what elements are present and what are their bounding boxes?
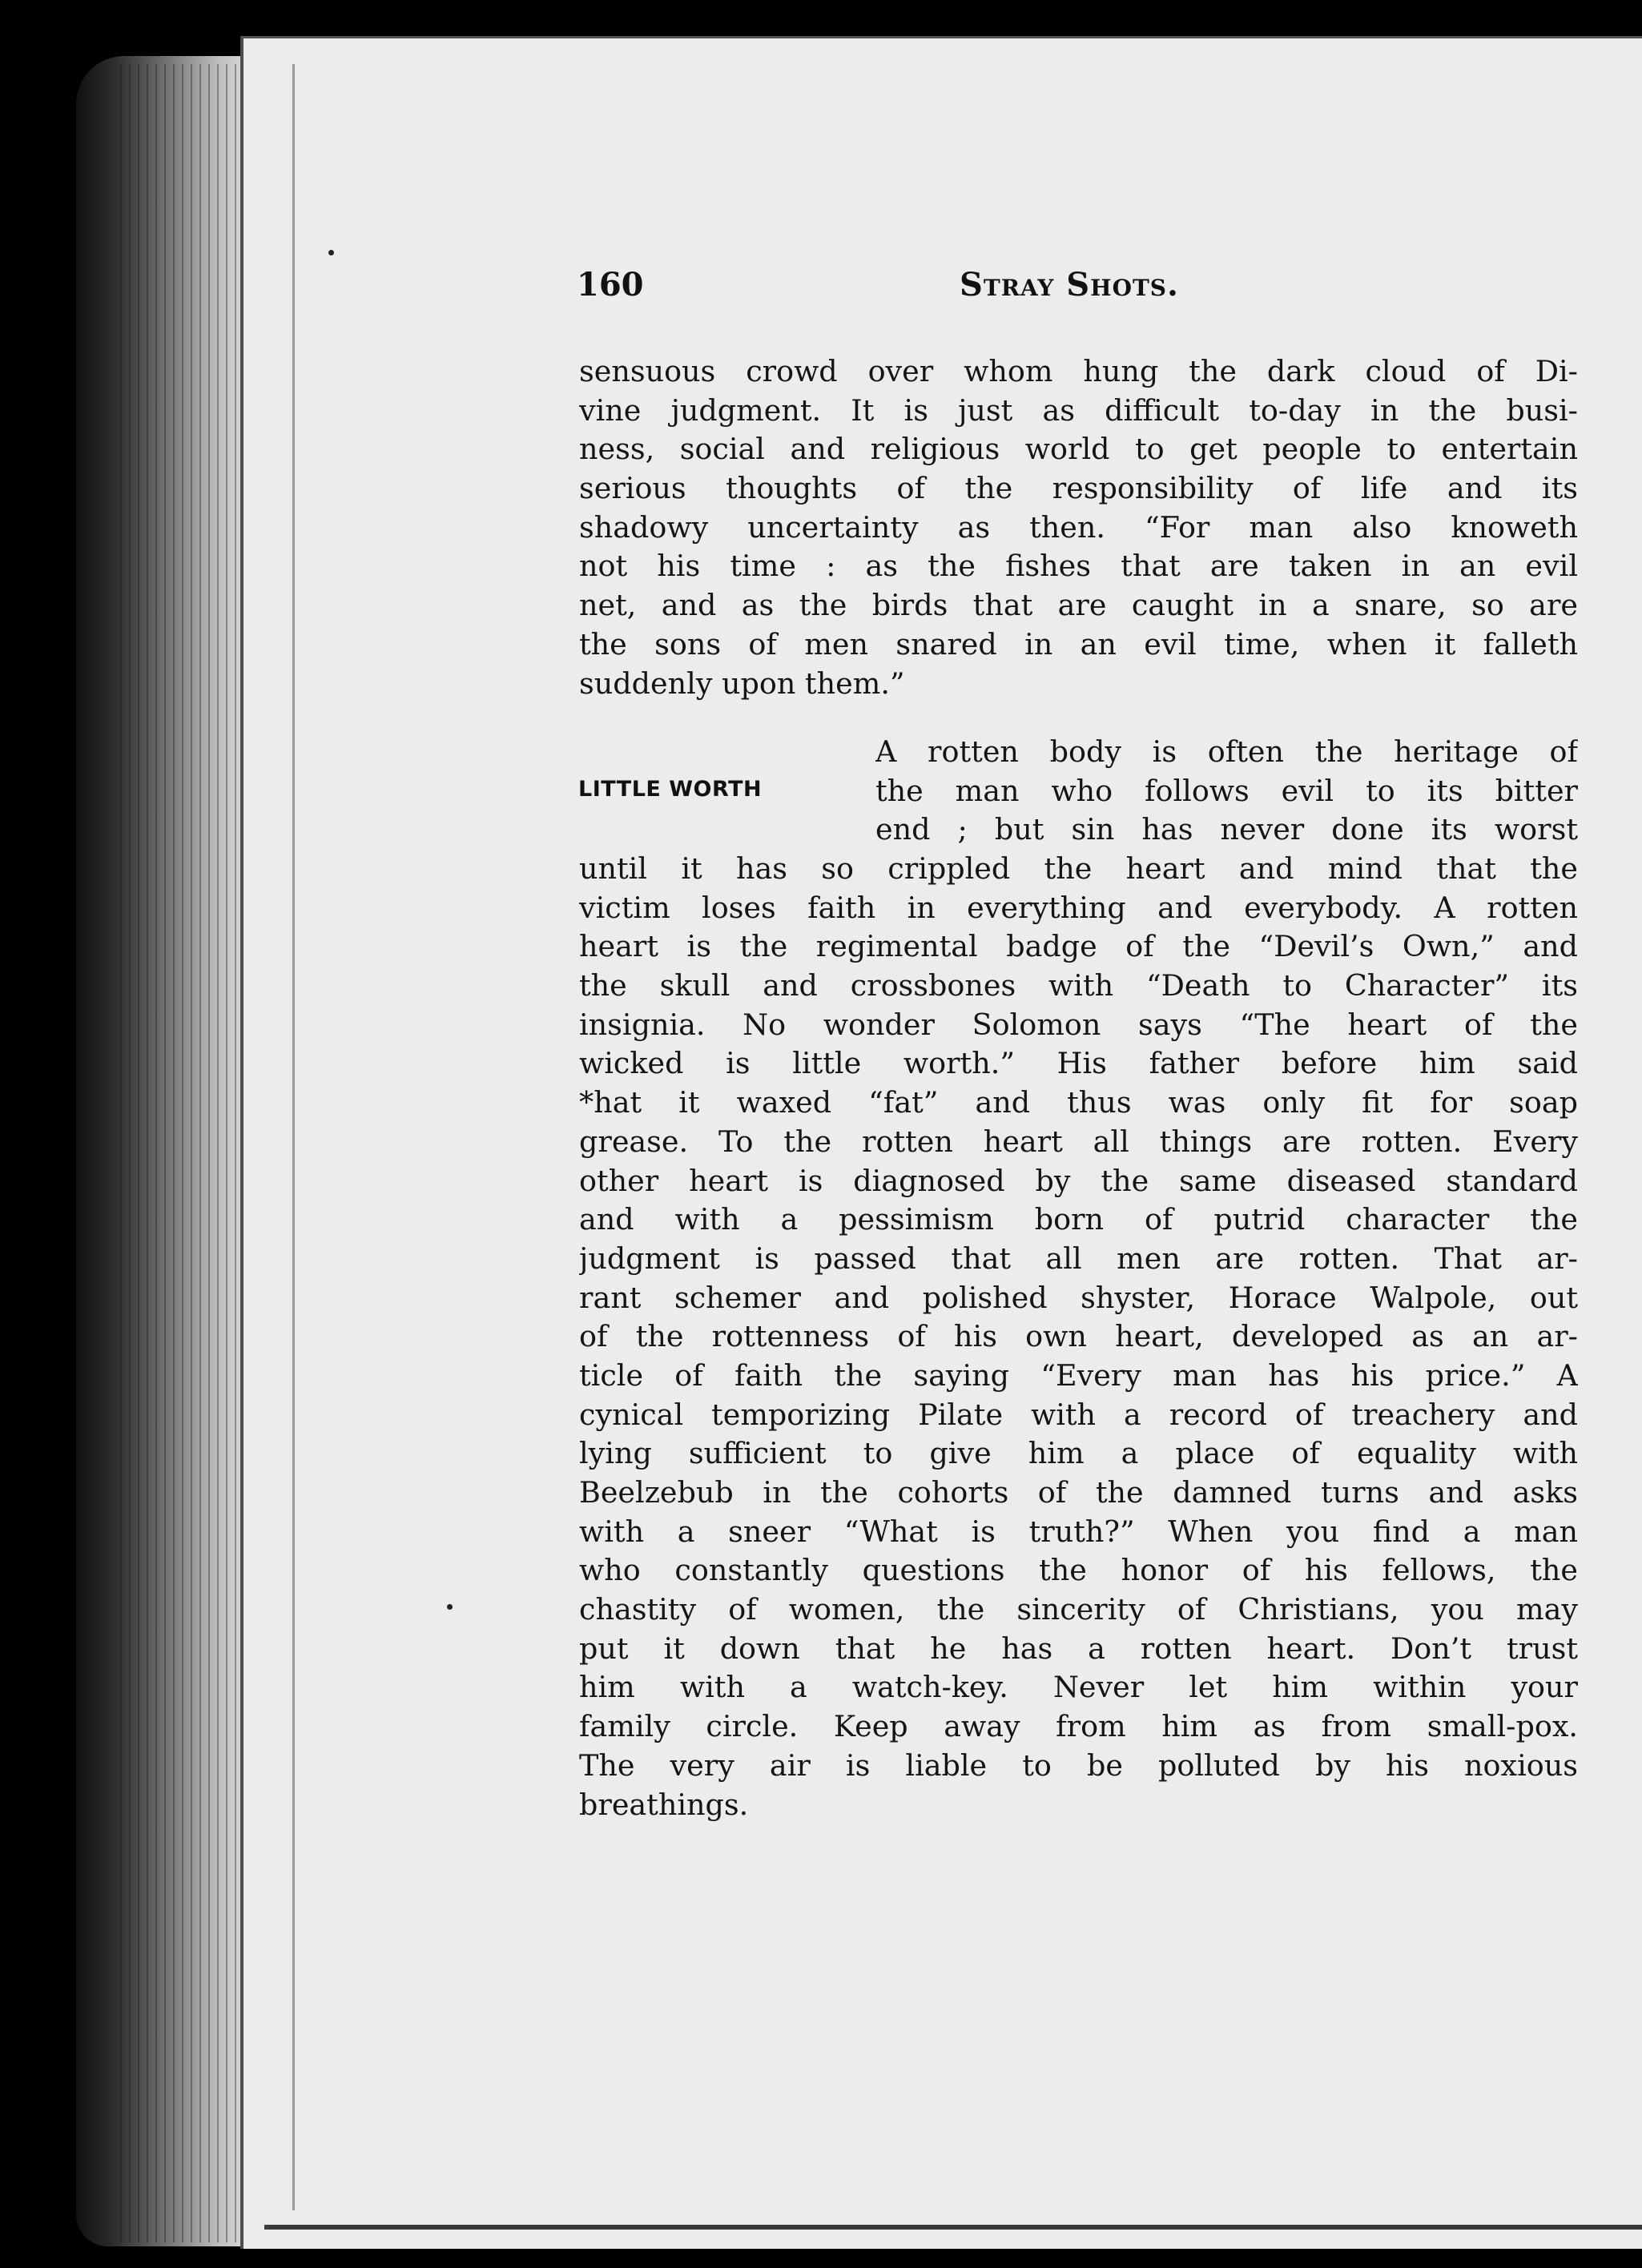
text-line: the skull and crossbones with “Death to Character” its: [579, 968, 1578, 1003]
bottom-edge: [264, 2225, 1642, 2230]
text-line: lying sufficient to give him a place of equality with: [579, 1436, 1578, 1471]
text-line: shadowy uncertainty as then. “For man also knoweth: [579, 509, 1578, 545]
text-line: chastity of women, the sincerity of Christians, you may: [579, 1592, 1578, 1627]
text-line: with a sneer “What is truth?” When you find a man: [579, 1514, 1578, 1549]
text-line: ticle of faith the saying “Every man has his price.” A: [579, 1357, 1578, 1393]
dust-speck: [328, 250, 334, 255]
dust-speck: [447, 1604, 453, 1610]
text-line: grease. To the rotten heart all things are rotten. Every: [579, 1124, 1578, 1159]
text-line: the sons of men snared in an evil time, when it falleth: [579, 626, 1578, 662]
text-line: *hat it waxed “fat” and thus was only fit for soap: [579, 1085, 1578, 1120]
text-line: net, and as the birds that are caught in a snare, so are: [579, 588, 1578, 623]
page-number: 160: [577, 266, 644, 304]
text-line: victim loses faith in everything and everybody. A rotten: [579, 890, 1578, 925]
text-line: serious thoughts of the responsibility of life and its: [579, 471, 1578, 506]
side-heading: LITTLE WORTH: [578, 777, 763, 802]
text-line: end ; but sin has never done its worst: [875, 812, 1578, 847]
text-line: sensuous crowd over whom hung the dark cloud of Di-: [579, 354, 1578, 388]
text-line: put it down that he has a rotten heart. Don’t trust: [579, 1631, 1578, 1666]
text-line: breathings.: [579, 1787, 749, 1822]
text-line: ness, social and religious world to get people to entertain: [579, 432, 1578, 467]
text-line: rant schemer and polished shyster, Horace Walpole, out: [579, 1280, 1578, 1315]
text-line: wicked is little worth.” His father before him said: [579, 1046, 1578, 1081]
paragraph-2: [579, 850, 1578, 1824]
text-line: other heart is diagnosed by the same diseased standard: [579, 1163, 1578, 1198]
text-line: judgment is passed that all men are rotten. That ar-: [579, 1241, 1578, 1276]
paragraph-1: [579, 352, 1578, 703]
text-line: cynical temporizing Pilate with a record of treachery and: [579, 1397, 1578, 1432]
text-line: the man who follows evil to its bitter: [875, 773, 1578, 808]
running-title: Stray Shots.: [960, 266, 1179, 304]
text-line: suddenly upon them.”: [579, 666, 905, 701]
text-line: who constantly questions the honor of his fellows, the: [579, 1553, 1578, 1588]
text-line: him with a watch-key. Never let him within your: [579, 1670, 1578, 1705]
text-line: until it has so crippled the heart and mind that the: [579, 851, 1578, 886]
gutter-line: [292, 64, 295, 2210]
text-line: and with a pessimism born of putrid character the: [579, 1202, 1578, 1237]
text-line: of the rottenness of his own heart, developed as an ar-: [579, 1319, 1578, 1354]
text-line: family circle. Keep away from him as from small-pox.: [579, 1709, 1578, 1744]
text-line: not his time : as the fishes that are taken in an evil: [579, 549, 1578, 584]
text-line: Beelzebub in the cohorts of the damned turns and asks: [579, 1475, 1578, 1510]
text-line: The very air is liable to be polluted by his noxious: [579, 1747, 1578, 1783]
running-head: [577, 266, 1578, 314]
text-line: insignia. No wonder Solomon says “The heart of the: [579, 1007, 1578, 1042]
text-line: vine judgment. It is just as difficult to-day in the busi-: [579, 392, 1578, 428]
text-line: A rotten body is often the heritage of: [875, 734, 1578, 769]
paragraph-2-intro: [875, 733, 1578, 850]
text-line: heart is the regimental badge of the “Devil’s Own,” and: [579, 929, 1578, 964]
